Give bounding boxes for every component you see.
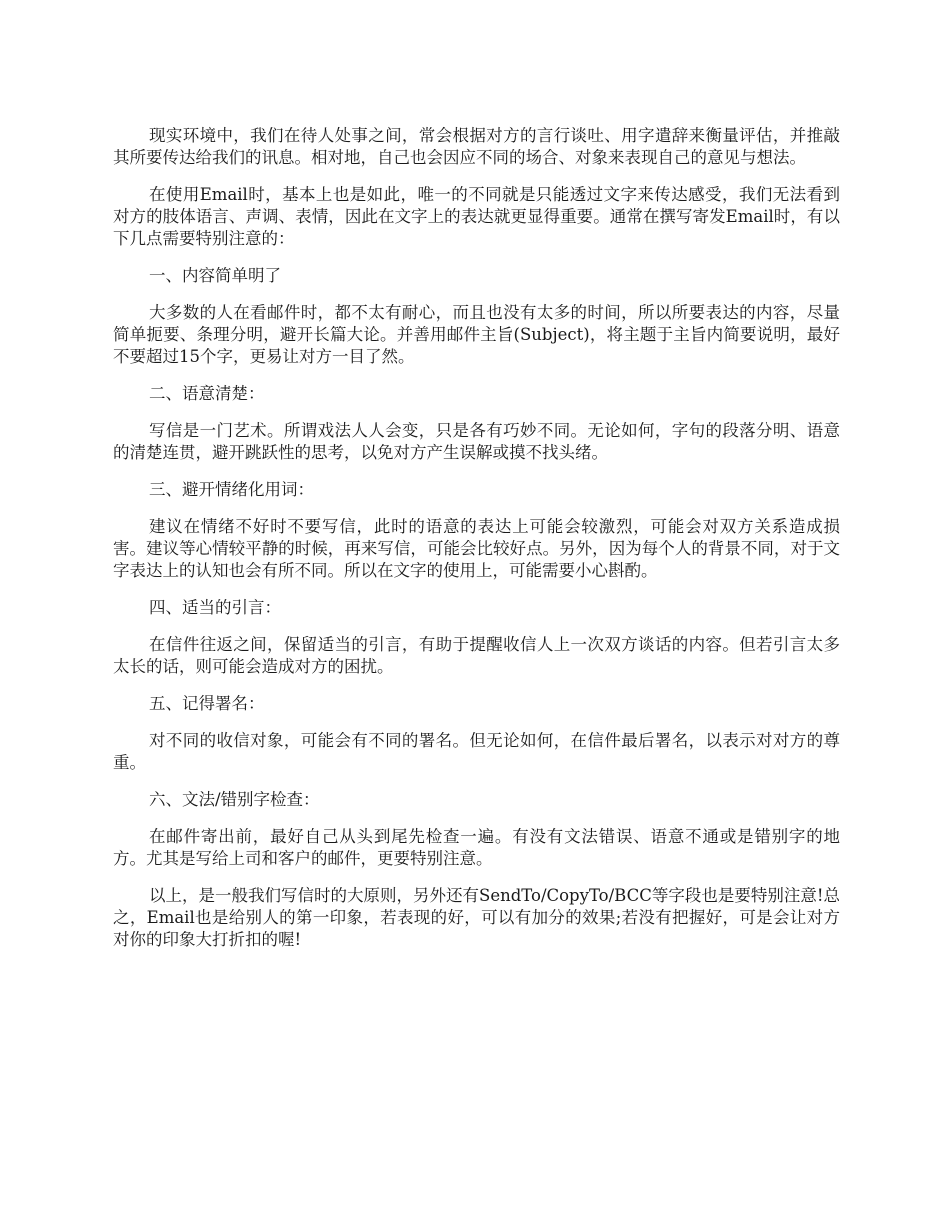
section-heading-1: 一、内容简单明了 [149,266,281,285]
paragraph-section-2: 写信是一门艺术。所谓戏法人人会变，只是各有巧妙不同。无论如何，字句的段落分明、语意的清楚连贯，避开跳跃性的思考，以免对方产生误解或摸不找头绪。 [113,421,840,462]
paragraph-email-usage: 在使用Email时，基本上也是如此，唯一的不同就是只能透过文字来传达感受，我们无法看到对方的肢体语言、声调、表情，因此在文字上的表达就更显得重要。通常在撰写寄发Email时，有以下几点需要特别注意的： [113,185,840,248]
document-body [113,125,840,966]
paragraph-section-1: 大多数的人在看邮件时，都不太有耐心，而且也没有太多的时间，所以所要表达的内容，尽量简单扼要、条理分明，避开长篇大论。并善用邮件主旨(Subject)，将主题于主旨内简要说明，最好不要超过15个字，更易让对方一目了然。 [113,303,840,366]
section-heading-3: 三、避开情绪化用词： [149,480,314,499]
section-heading-2: 二、语意清楚： [149,384,265,403]
section-heading-5: 五、记得署名： [149,694,265,713]
paragraph-section-3: 建议在情绪不好时不要写信，此时的语意的表达上可能会较激烈，可能会对双方关系造成损害。建议等心情较平静的时候，再来写信，可能会比较好点。另外，因为每个人的背景不同，对于文字表达上的认知也会有所不同。所以在文字的使用上，可能需要小心斟酌。 [113,517,840,580]
section-heading-4: 四、适当的引言： [149,598,281,617]
paragraph-section-5: 对不同的收信对象，可能会有不同的署名。但无论如何，在信件最后署名，以表示对对方的尊重。 [113,731,840,772]
paragraph-conclusion: 以上，是一般我们写信时的大原则，另外还有SendTo/CopyTo/BCC等字段也是要特别注意!总之，Email也是给别人的第一印象，若表现的好，可以有加分的效果;若没有把握好，可是会让对方对你的印象大打折扣的喔! [113,886,840,949]
section-heading-6: 六、文法/错别字检查： [149,790,320,809]
paragraph-section-4: 在信件往返之间，保留适当的引言，有助于提醒收信人上一次双方谈话的内容。但若引言太多太长的话，则可能会造成对方的困扰。 [113,635,840,676]
paragraph-section-6: 在邮件寄出前，最好自己从头到尾先检查一遍。有没有文法错误、语意不通或是错别字的地方。尤其是写给上司和客户的邮件，更要特别注意。 [113,827,840,868]
paragraph-intro: 现实环境中，我们在待人处事之间，常会根据对方的言行谈吐、用字遣辞来衡量评估，并推敲其所要传达给我们的讯息。相对地，自己也会因应不同的场合、对象来表现自己的意见与想法。 [113,126,840,167]
